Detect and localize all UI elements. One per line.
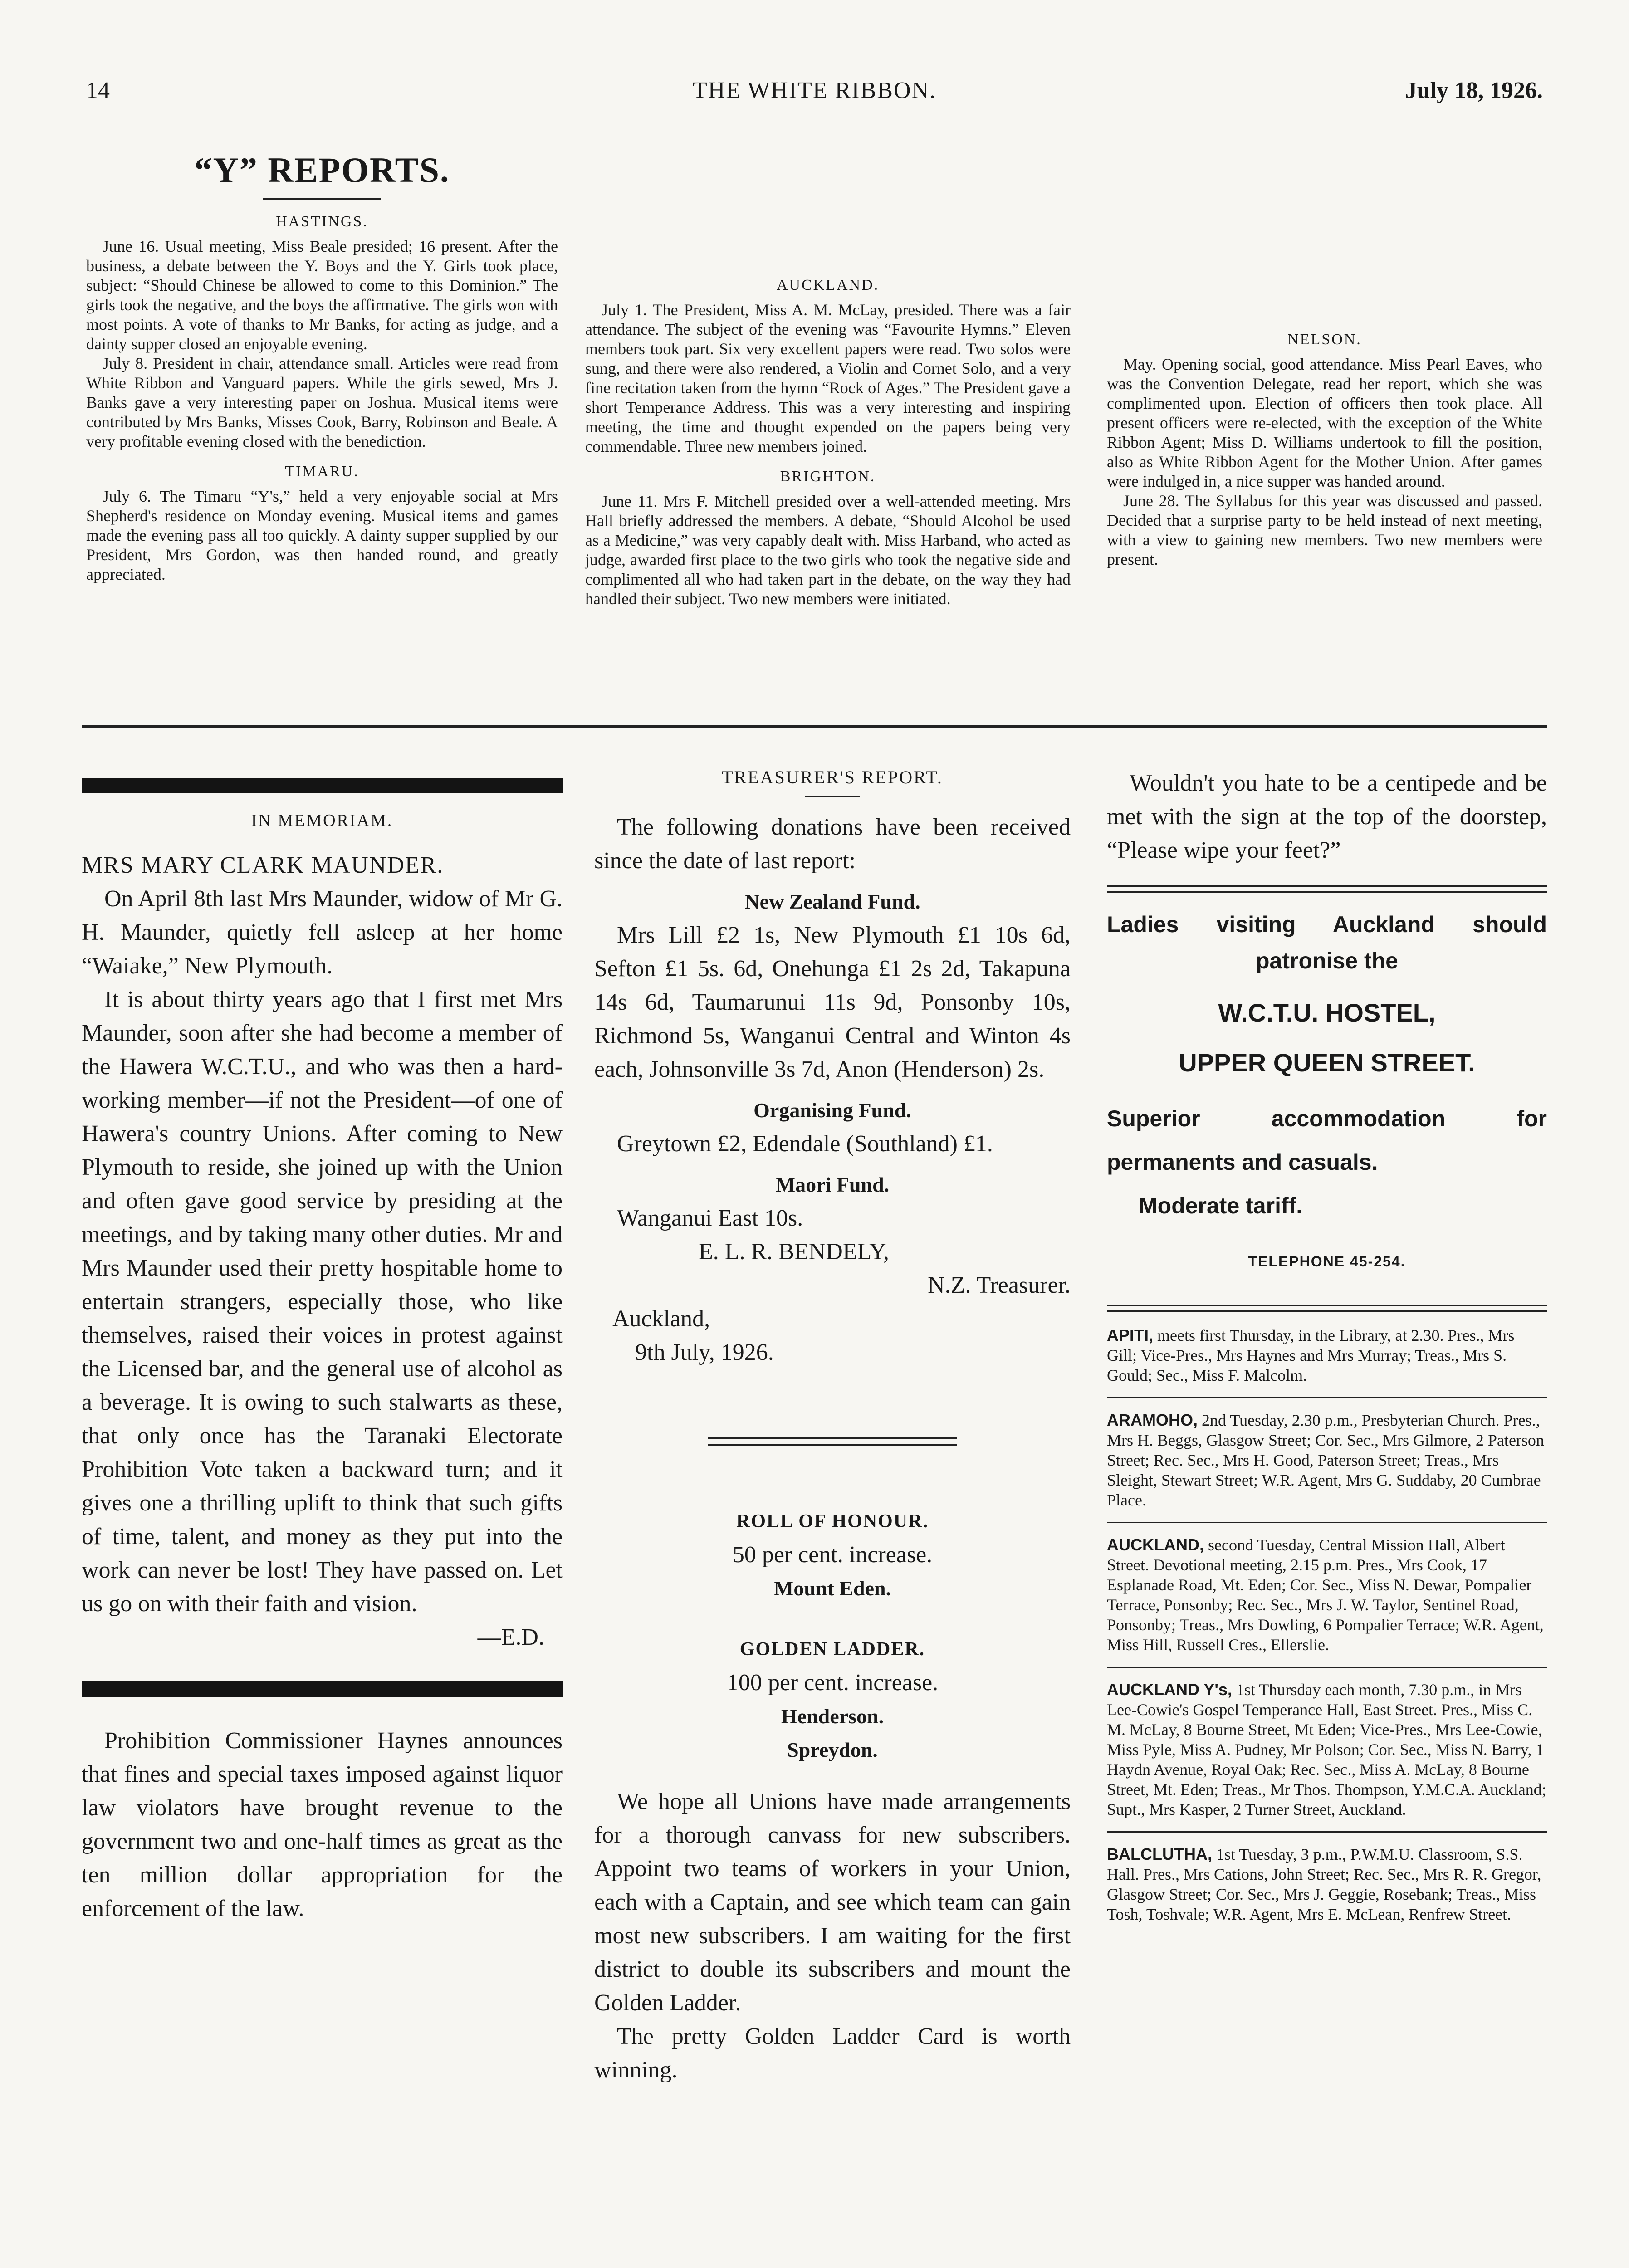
double-rule (1107, 885, 1547, 887)
section-divider (82, 725, 1547, 728)
ad-line-2: patronise the (1256, 948, 1398, 973)
directory-entry-name: ARAMOHO, (1107, 1411, 1198, 1429)
roll-of-honour-heading: ROLL OF HONOUR. (736, 1511, 929, 1532)
directory-entry-text: 2nd Tuesday, 2.30 p.m., Presbyterian Church. Pres., Mrs H. Beggs, Glasgow Street; Cor. Sec., Mrs Gilmore, 2 Paterson Street; Rec. Sec., Mrs H. Good, Paterson Street; Treas., Mrs Sleight, Stewart Street; W.R. Agent, Mrs G. Suddaby, 20 Cumbrae Place. (1107, 1411, 1544, 1509)
memoriam-name: MRS MARY CLARK MAUNDER. (82, 852, 444, 878)
organising-fund-heading: Organising Fund. (753, 1099, 911, 1122)
treasurer-signer: E. L. R. BENDELY, (699, 1239, 889, 1265)
ad-line-5: Superior accommodation for (1107, 1106, 1547, 1131)
black-bar (82, 778, 563, 793)
hastings-para-2: July 8. President in chair, attendance small. Articles were read from White Ribbon and Vanguard papers. While the girls sewed, Mrs J. Banks gave a very interesting paper on Joshua. Musical items were contributed by Mrs Banks, Misses Cook, Barry, Robinson and Beale. A very profitable evening closed with the benediction. (86, 354, 558, 450)
directory-entry-name: APITI, (1107, 1326, 1154, 1344)
memoriam-para-1: On April 8th last Mrs Maunder, widow of Mr G. H. Maunder, quietly fell asleep at her home “Waiake,” New Plymouth. (82, 886, 563, 979)
timaru-para-1: July 6. The Timaru “Y's,” held a very enjoyable social at Mrs Shepherd's residence on Monday evening. Musical items and games made the evening pass all too quickly. A dainty supper supplied by our President, Mrs Gordon, was then handed round, and greatly appreciated. (86, 487, 558, 583)
black-bar (82, 1681, 563, 1697)
directory-entry-text: 1st Thursday each month, 7.30 p.m., in Mrs Lee-Cowie's Gospel Temperance Hall, East Street. Pres., Miss C. M. McLay, 8 Bourne Street, Mt Eden; Vice-Pres., Mrs Lee-Cowie, Miss Pyle, Miss A. Pudney, Mr Polson; Cor. Sec., Miss N. Barry, 1 Haydn Avenue, Royal Oak; Rec. Sec., Miss A. McLay, 8 Bourne Street, Mt. Eden; Treas., Mr Thos. Thompson, Y.M.C.A. Auckland; Supt., Mrs Kasper, 2 Turner Street, Auckland. (1107, 1681, 1546, 1818)
directory-entry (1107, 1844, 1547, 1924)
issue-date: July 18, 1926. (1405, 78, 1543, 103)
y-reports-title: “Y” REPORTS. (194, 150, 450, 190)
treasurer-date: 9th July, 1926. (635, 1339, 774, 1365)
golden-ladder-union-1: Henderson. (781, 1705, 884, 1728)
page-number: 14 (86, 78, 110, 103)
ornament-divider (594, 792, 1071, 801)
memoriam-column (82, 778, 563, 1926)
ad-line-7: Moderate tariff. (1139, 1193, 1303, 1218)
double-rule (1107, 1310, 1547, 1312)
nz-fund-heading: New Zealand Fund. (744, 890, 920, 913)
double-rule (1107, 891, 1547, 893)
section-heading-auckland: AUCKLAND. (776, 277, 880, 293)
memoriam-para-2: It is about thirty years ago that I first met Mrs Maunder, soon after she had become a member of the Hawera W.C.T.U., and who was then a hard-working member—if not the President—of one of Hawera's country Unions. After coming to New Plymouth to reside, she joined up with the Union and often gave good service by presiding at the meetings, and by taking many other duties. Mr and Mrs Maunder used their pretty hospitable home to entertain strangers, especially those, who like themselves, raised their voices in protest against the Licensed bar, and the general use of alcohol as a beverage. It is owing to such stalwarts as these, that only once has the Taranaki Electorate Prohibition Vote taken a backward turn; and it gives one a thrilling uplift to think that such gifts of time, talent, and money as they put into the work can never be lost! They have passed on. Let us go on with their faith and vision. (82, 987, 563, 1617)
honour-para-1: We hope all Unions have made arrangements for a thorough canvass for new subscribers. Appoint two teams of workers in your Union, each with a Captain, and see which team can gain most new subscribers. I am waiting for the first district to double its subscribers and mount the Golden Ladder. (594, 1789, 1071, 2016)
directory-entry (1107, 1410, 1547, 1510)
union-directory (1107, 1325, 1547, 1924)
directory-entry-text: meets first Thursday, in the Library, at 2.30. Pres., Mrs Gill; Vice-Pres., Mrs Haynes and Mrs Murray; Treas., Mrs S. Gould; Sec., Miss F. Malcolm. (1107, 1326, 1515, 1384)
directory-entry (1107, 1325, 1547, 1385)
hostel-advertisement (1107, 906, 1547, 1277)
memoriam-heading: IN MEMORIAM. (251, 811, 393, 830)
directory-entry-name: AUCKLAND, (1107, 1535, 1204, 1554)
prohibition-para: Prohibition Commissioner Haynes announces that fines and special taxes imposed against liquor law violators have brought revenue to the government two and one-half times as great as the ten million dollar appropriation for the enforcement of the law. (82, 1728, 563, 1921)
ad-line-1: Ladies visiting Auckland should (1107, 912, 1547, 937)
golden-ladder-heading: GOLDEN LADDER. (739, 1639, 925, 1660)
ad-line-3: W.C.T.U. HOSTEL, (1218, 998, 1436, 1027)
entry-divider (1107, 1831, 1547, 1833)
section-heading-hastings: HASTINGS. (276, 213, 368, 230)
directory-entry-text: second Tuesday, Central Mission Hall, Albert Street. Devotional meeting, 2.15 p.m. Pres., Mrs Cook, 17 Esplanade Road, Mt. Eden; Cor. Sec., Miss N. Dewar, Pompalier Terrace, Ponsonby; Rec. Sec., Mrs J. W. Taylor, Sentinel Road, Ponsonby; Treas., Mrs Dowling, 6 Pompalier Terrace; W.R. Agent, Miss Hill, Russell Cres., Ellerslie. (1107, 1536, 1544, 1654)
y-reports-col-2 (585, 150, 1071, 609)
nelson-para-1: May. Opening social, good attendance. Miss Pearl Eaves, who was the Convention Delegate, read her report, which she was complimented upon. Election of officers then took place. All present officers were re-elected, with the exception of the White Ribbon Agent; Miss D. Williams undertook to fill the position, also as White Ribbon Agent for the Mother Union. After games were indulged in, a nice supper was handed around. (1107, 355, 1542, 490)
ornament-divider (86, 195, 558, 203)
section-heading-nelson: NELSON. (1287, 331, 1362, 348)
double-rule (1107, 1305, 1547, 1306)
auckland-para-1: July 1. The President, Miss A. M. McLay, presided. There was a fair attendance. The subject of the evening was “Favourite Hymns.” Eleven members took part. Six very excellent papers were read. Two solos were sung, and there were also rendered, a Violin and Cornet Solo, and a very fine recitation taken from the hymn “Rock of Ages.” The President gave a short Temperance Address. This was a very interesting and inspiring meeting, the time and thought expended on the papers being very commendable. Three new members joined. (585, 301, 1071, 455)
treasurer-title: N.Z. Treasurer. (928, 1272, 1071, 1298)
nelson-para-2: June 28. The Syllabus for this year was discussed and passed. Decided that a surprise party to be held instead of next meeting, with a view to gaining new members. Two new members were present. (1107, 492, 1542, 568)
double-rule (708, 1444, 957, 1446)
ad-line-4: UPPER QUEEN STREET. (1179, 1048, 1475, 1077)
directory-entry-name: BALCLUTHA, (1107, 1845, 1212, 1863)
right-column (1107, 767, 1547, 1924)
y-reports-col-1 (86, 150, 558, 584)
ad-telephone: TELEPHONE 45-254. (1248, 1253, 1406, 1270)
directory-entry-text: 1st Tuesday, 3 p.m., P.W.M.U. Classroom, S.S. Hall. Pres., Mrs Cations, John Street; Rec. Sec., Mrs R. R. Gregor, Glasgow Street; Cor. Sec., Mrs J. Geggie, Rosebank; Treas., Miss Tosh, Toshvale; W.R. Agent, Mrs E. McLean, Renfrew Street. (1107, 1845, 1541, 1923)
honour-para-2: The pretty Golden Ladder Card is worth winning. (594, 2024, 1071, 2083)
golden-ladder-union-2: Spreydon. (787, 1738, 878, 1761)
ad-line-6: permanents and casuals. (1107, 1149, 1378, 1175)
treasurer-place: Auckland, (612, 1306, 710, 1332)
entry-divider (1107, 1667, 1547, 1668)
memoriam-signature: —E.D. (477, 1624, 544, 1650)
entry-divider (1107, 1397, 1547, 1398)
double-rule (708, 1437, 957, 1439)
directory-entry (1107, 1680, 1547, 1819)
roll-of-honour-union: Mount Eden. (773, 1577, 891, 1600)
section-heading-timaru: TIMARU. (285, 463, 359, 480)
publication-title: THE WHITE RIBBON. (692, 78, 937, 103)
brighton-para-1: June 11. Mrs F. Mitchell presided over a well-attended meeting. Mrs Hall briefly addressed the members. A debate, “Should Alcohol be used as a Medicine,” was very capably dealt with. Miss Harband, who acted as judge, awarded first place to the two girls who took the negative side and complimented all who had taken part in the debate, on the way they had handled their subject. Two new members were initiated. (585, 492, 1071, 608)
treasurer-column (594, 767, 1071, 2087)
centipede-para: Wouldn't you hate to be a centipede and be met with the sign at the top of the doorstep, “Please wipe your feet?” (1107, 770, 1547, 863)
entry-divider (1107, 1522, 1547, 1523)
maori-fund-list: Wanganui East 10s. (617, 1205, 803, 1231)
nz-fund-list: Mrs Lill £2 1s, New Plymouth £1 10s 6d, Sefton £1 5s. 6d, Onehunga £1 2s 2d, Takapuna 14s 6d, Taumarunui 11s 9d, Ponsonby 10s, Richmond 5s, Wanganui Central and Winton 4s each, Johnsonville 3s 7d, Anon (Henderson) 2s. (594, 922, 1071, 1082)
treasurer-heading: TREASURER'S REPORT. (722, 767, 943, 787)
directory-entry (1107, 1535, 1547, 1655)
roll-of-honour-increase: 50 per cent. increase. (732, 1542, 933, 1568)
y-reports-col-3 (1107, 150, 1542, 569)
directory-entry-name: AUCKLAND Y's, (1107, 1680, 1232, 1699)
hastings-para-1: June 16. Usual meeting, Miss Beale presided; 16 present. After the business, a debate between the Y. Boys and the Y. Girls took place, subject: “Should Chinese be allowed to come to this Dominion.” The girls took the negative, and the boys the affirmative. The girls won with most points. A vote of thanks to Mr Banks, for acting as judge, and a dainty supper closed an enjoyable evening. (86, 237, 558, 353)
section-heading-brighton: BRIGHTON. (780, 468, 876, 485)
maori-fund-heading: Maori Fund. (775, 1173, 890, 1196)
page-header (86, 77, 1543, 118)
organising-fund-list: Greytown £2, Edendale (Southland) £1. (617, 1131, 993, 1157)
treasurer-intro: The following donations have been received since the date of last report: (594, 814, 1071, 874)
golden-ladder-increase: 100 per cent. increase. (726, 1670, 939, 1696)
